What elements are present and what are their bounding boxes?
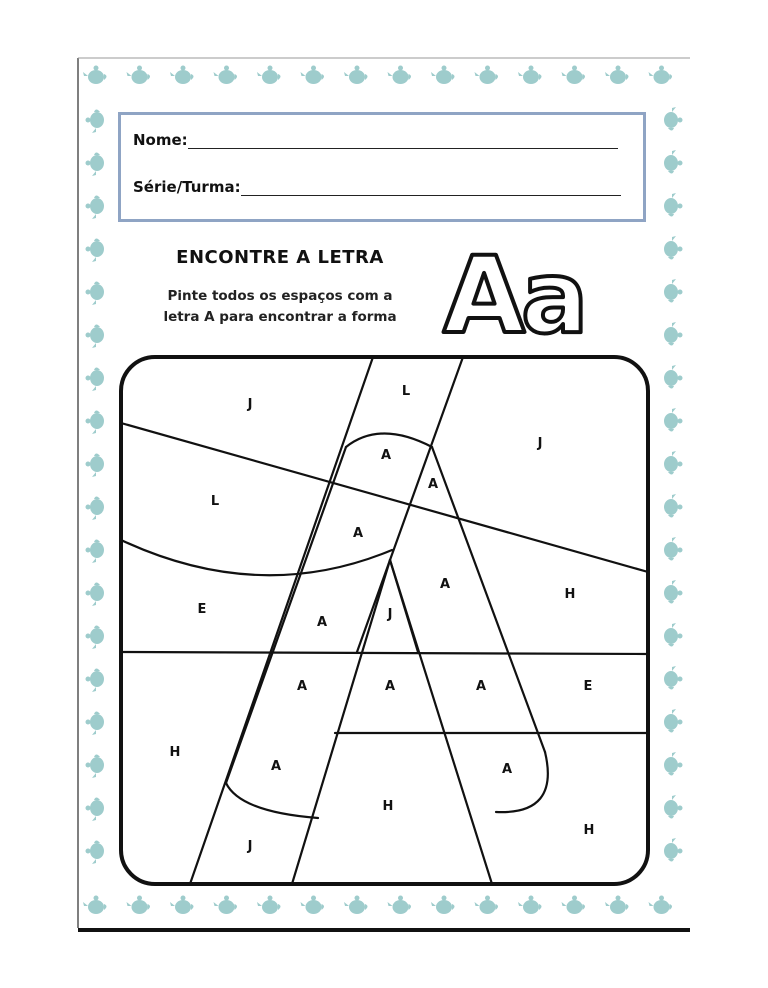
instructions-line-2: letra A para encontrar a forma [163,309,397,325]
name-label: Nome: [133,131,188,149]
puzzle-letter: A [439,577,451,592]
puzzle-letter: A [316,615,328,630]
puzzle-letter: J [247,397,253,412]
instructions-line-1: Pinte todos os espaços com a [167,288,393,304]
big-letter-lower: a [521,239,589,346]
puzzle-letter: A [352,526,364,541]
puzzle-letter: A [296,679,308,694]
puzzle-letter: J [247,839,253,854]
puzzle-letter: H [564,587,576,602]
puzzle-letter: H [583,823,595,838]
puzzle-letter: H [169,745,181,760]
puzzle-letter: L [210,494,220,509]
puzzle-letter: A [501,762,513,777]
puzzle-letter: A [380,448,392,463]
big-letter-upper: A [443,236,526,346]
puzzle-letter: L [401,384,411,399]
puzzle-letter: J [537,436,543,451]
puzzle-letter: A [270,759,282,774]
puzzle-letter: A [427,477,439,492]
puzzle-letter: E [583,679,593,694]
puzzle-letter: A [475,679,487,694]
puzzle-letter: J [387,607,393,622]
puzzle-letter: H [382,799,394,814]
class-label: Série/Turma: [133,178,241,196]
page-title: ENCONTRE A LETRA [176,247,384,268]
puzzle-letter: A [384,679,396,694]
puzzle-letter: E [197,602,207,617]
